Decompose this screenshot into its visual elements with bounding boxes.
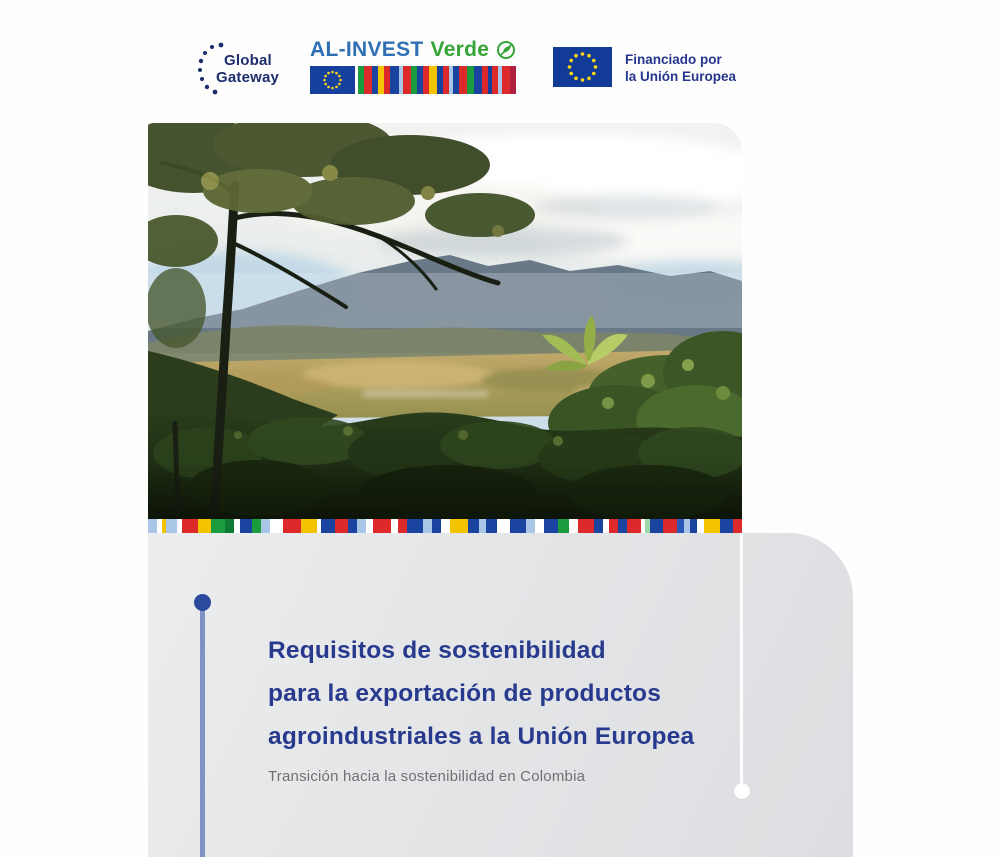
stripe — [348, 519, 357, 533]
blue-accent-dot — [194, 594, 211, 611]
report-title-line1: Requisitos de sostenibilidad — [268, 637, 606, 664]
flag-stripe-bar — [148, 519, 742, 533]
stripe — [594, 519, 603, 533]
stripe — [373, 519, 391, 533]
stripe — [486, 519, 497, 533]
stripe — [148, 519, 157, 533]
al-invest-verde-wordmark — [310, 38, 516, 62]
stripe — [321, 519, 335, 533]
stripe — [510, 519, 526, 533]
stripe — [677, 519, 684, 533]
report-title-line2: para la exportación de productos — [268, 680, 662, 707]
stripe — [510, 66, 516, 94]
stripe — [697, 519, 704, 533]
stripe — [663, 519, 677, 533]
stripe — [234, 519, 241, 533]
eu-funding-line1: Financiado por — [625, 52, 722, 67]
stripe — [720, 519, 734, 533]
al-invest-verde-logo — [310, 38, 516, 94]
stripe — [544, 519, 558, 533]
stripe — [283, 519, 301, 533]
stripe — [578, 519, 594, 533]
stripe — [535, 519, 544, 533]
stripe — [240, 519, 251, 533]
al-invest-brand: AL-INVEST — [310, 38, 424, 61]
al-invest-barcode-band — [310, 66, 516, 94]
stripe — [474, 66, 482, 94]
stripe — [609, 519, 618, 533]
stripe — [627, 519, 641, 533]
stripe — [558, 519, 569, 533]
stripe — [650, 519, 664, 533]
eu-flag-icon — [553, 47, 612, 87]
blue-accent-line — [200, 601, 205, 857]
eu-funding-text — [625, 47, 736, 87]
global-gateway-logo — [196, 40, 306, 102]
stripe — [335, 519, 349, 533]
cover-photo — [148, 123, 742, 519]
stripe — [182, 519, 198, 533]
stripe — [684, 519, 691, 533]
stripe — [468, 519, 479, 533]
report-title-line3: agroindustriales a la Unión Europea — [268, 723, 695, 750]
stripe — [252, 519, 261, 533]
stripe — [429, 66, 437, 94]
white-divider-dot — [734, 783, 750, 799]
report-subtitle: Transición hacia la sostenibilidad en Colombia — [268, 768, 586, 785]
leaf-icon — [496, 40, 516, 60]
stripe — [704, 519, 720, 533]
stripe — [398, 519, 407, 533]
stripe — [479, 519, 486, 533]
stripe — [502, 66, 510, 94]
al-invest-variant: Verde — [430, 38, 490, 61]
global-gateway-line1: Global — [224, 52, 272, 69]
stripe — [270, 519, 284, 533]
eu-funding-line2: la Unión Europea — [625, 69, 737, 84]
global-gateway-wordmark — [216, 52, 279, 86]
stripe — [391, 519, 398, 533]
stripe — [366, 519, 373, 533]
stripe — [364, 66, 372, 94]
stripe — [497, 519, 511, 533]
stripe — [432, 519, 441, 533]
eu-flag-small-icon — [310, 66, 355, 94]
stripe — [441, 519, 450, 533]
eu-funding-logo — [553, 47, 736, 87]
stripe — [690, 519, 697, 533]
global-gateway-line2: Gateway — [216, 69, 280, 86]
stripe — [733, 519, 742, 533]
stripe — [423, 519, 432, 533]
stripe — [403, 66, 411, 94]
stripe — [261, 519, 270, 533]
stripe — [301, 519, 317, 533]
stripe — [211, 519, 225, 533]
stripe — [526, 519, 535, 533]
stripe — [459, 66, 467, 94]
stripe — [198, 519, 212, 533]
stripe — [357, 519, 366, 533]
stripe — [390, 66, 398, 94]
stripe — [569, 519, 578, 533]
report-title — [268, 629, 768, 758]
stripe — [450, 519, 468, 533]
stripe — [407, 519, 423, 533]
stripe — [225, 519, 234, 533]
stripe — [166, 519, 177, 533]
stripe — [618, 519, 627, 533]
al-invest-barcode-stripes — [358, 66, 516, 94]
stripe — [603, 519, 610, 533]
